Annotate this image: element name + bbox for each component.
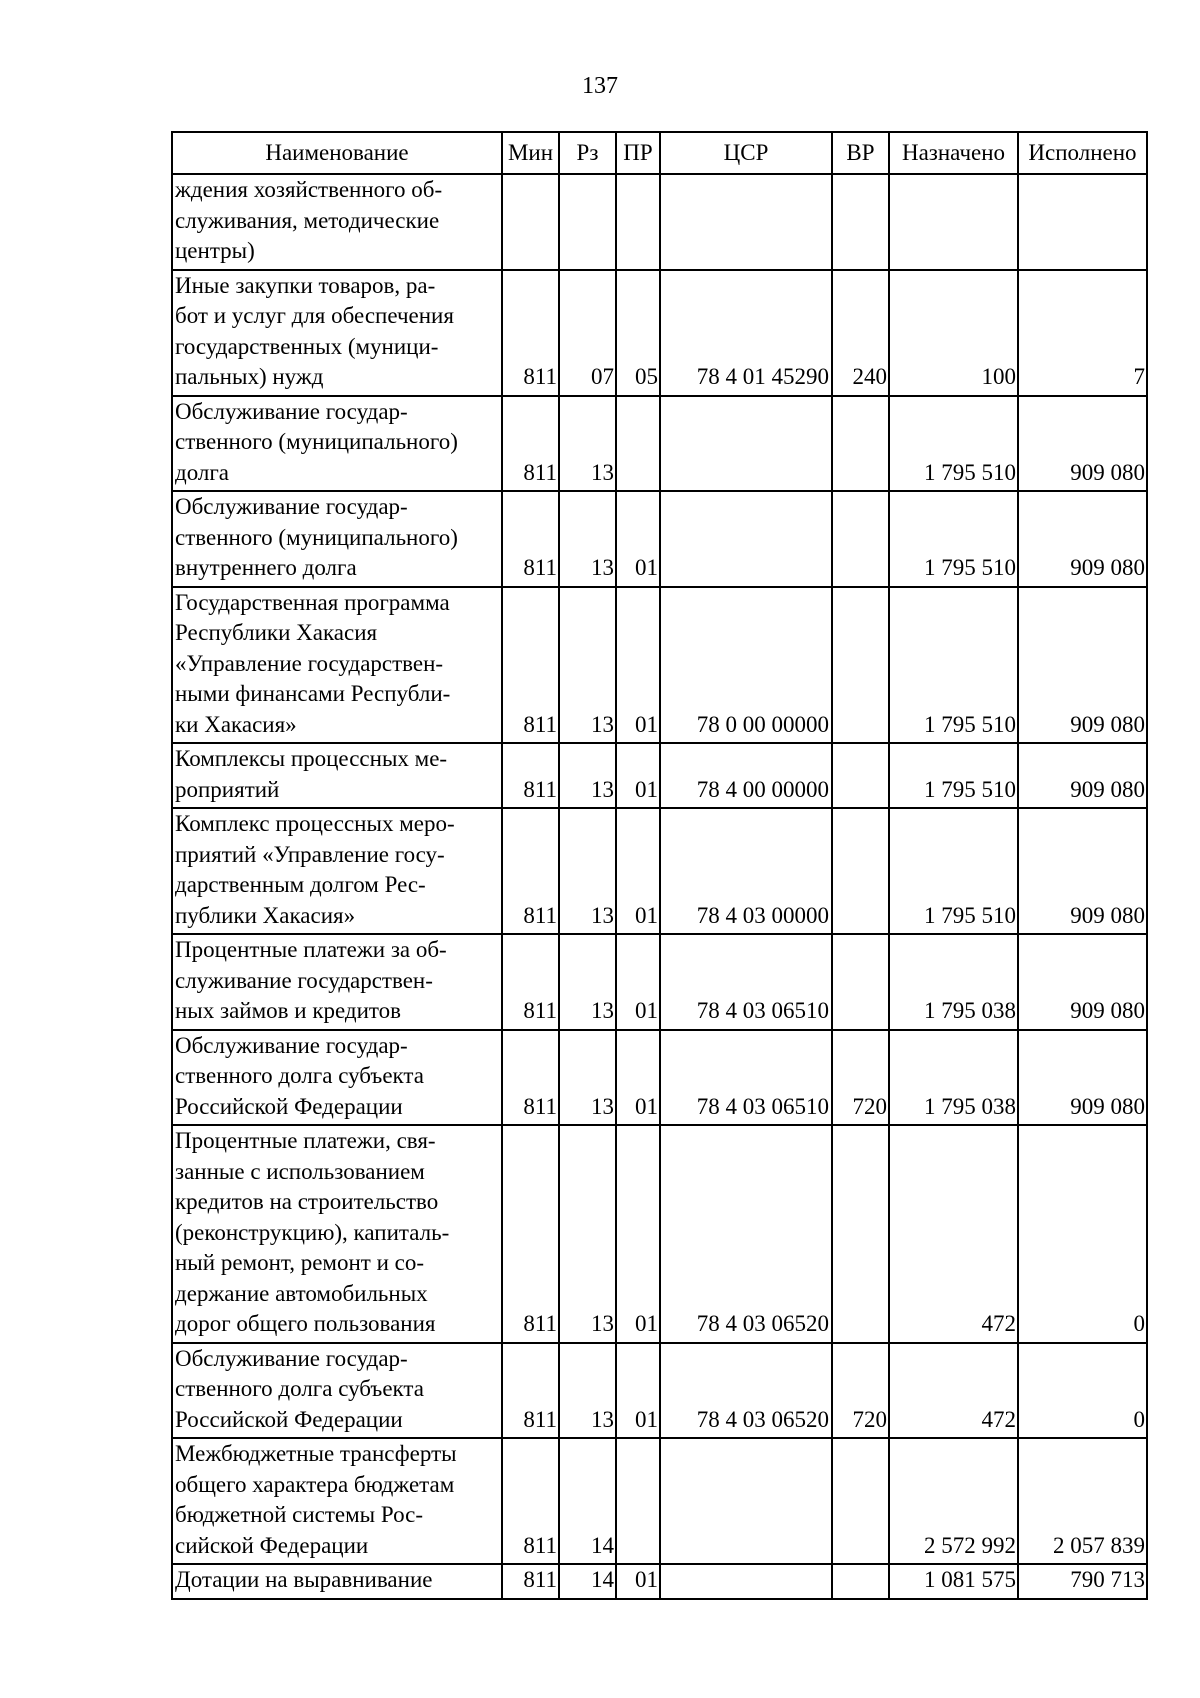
cell-name [172, 1438, 502, 1564]
cell-rz [559, 174, 616, 270]
cell-vr [832, 396, 889, 492]
cell-name-line: Иные закупки товаров, ра- [175, 272, 436, 298]
cell-rz: 13 [559, 491, 616, 587]
cell-executed: 909 080 [1018, 934, 1147, 1030]
cell-assigned: 2 572 992 [889, 1438, 1018, 1564]
cell-vr [832, 1125, 889, 1343]
cell-assigned: 1 795 510 [889, 491, 1018, 587]
cell-name-line: общего характера бюджетам [175, 1471, 455, 1497]
cell-assigned: 1 795 510 [889, 396, 1018, 492]
cell-csr [660, 1564, 832, 1599]
cell-executed: 909 080 [1018, 743, 1147, 808]
cell-pr [616, 396, 660, 492]
header-name: Наименование [172, 132, 502, 174]
cell-executed [1018, 174, 1147, 270]
cell-rz: 13 [559, 396, 616, 492]
table-row [172, 1125, 1147, 1343]
cell-vr [832, 491, 889, 587]
table-row [172, 808, 1147, 934]
cell-name-line: пальных) нужд [175, 364, 324, 389]
cell-executed: 909 080 [1018, 1030, 1147, 1126]
cell-executed: 7 [1018, 270, 1147, 396]
cell-vr [832, 743, 889, 808]
cell-name [172, 396, 502, 492]
cell-name-line: бюджетной системы Рос- [175, 1502, 424, 1527]
cell-executed: 909 080 [1018, 808, 1147, 934]
cell-pr [616, 1438, 660, 1564]
cell-executed: 909 080 [1018, 587, 1147, 744]
cell-min: 811 [502, 1343, 559, 1439]
cell-vr [832, 1564, 889, 1599]
cell-vr: 240 [832, 270, 889, 396]
cell-pr: 01 [616, 1564, 660, 1599]
cell-assigned: 1 081 575 [889, 1564, 1018, 1599]
cell-assigned: 100 [889, 270, 1018, 396]
cell-name-line: Процентные платежи, свя- [175, 1128, 436, 1153]
cell-executed: 0 [1018, 1125, 1147, 1343]
cell-name-line: долга [175, 459, 230, 485]
header-executed: Исполнено [1018, 132, 1147, 174]
cell-name-line: Обслуживание государ- [175, 1345, 408, 1371]
cell-name-line: (реконструкцию), капиталь- [175, 1219, 450, 1245]
cell-assigned: 472 [889, 1343, 1018, 1439]
cell-name-line: роприятий [175, 776, 280, 802]
cell-name-line: ственного (муниципального) [175, 429, 458, 454]
cell-vr [832, 587, 889, 744]
cell-name-line: сийской Федерации [175, 1532, 369, 1558]
cell-min [502, 174, 559, 270]
cell-rz: 13 [559, 1125, 616, 1343]
cell-min: 811 [502, 1125, 559, 1343]
cell-rz: 13 [559, 1030, 616, 1126]
cell-pr: 01 [616, 1030, 660, 1126]
cell-name-line: служивание государствен- [175, 967, 433, 993]
cell-assigned: 1 795 038 [889, 1030, 1018, 1126]
cell-name [172, 587, 502, 744]
cell-csr: 78 4 03 06520 [660, 1343, 832, 1439]
header-row [172, 132, 1147, 174]
cell-name [172, 1030, 502, 1126]
cell-csr: 78 4 01 45290 [660, 270, 832, 396]
cell-vr: 720 [832, 1030, 889, 1126]
cell-name-line: ный ремонт, ремонт и со- [175, 1250, 425, 1275]
cell-pr: 01 [616, 1125, 660, 1343]
cell-executed: 790 713 [1018, 1564, 1147, 1599]
cell-name-line: Обслуживание государ- [175, 398, 408, 424]
table-row [172, 743, 1147, 808]
table-header [172, 132, 1147, 174]
cell-name-line: ждения хозяйственного об- [175, 177, 443, 202]
cell-min: 811 [502, 270, 559, 396]
cell-min: 811 [502, 1030, 559, 1126]
cell-rz: 13 [559, 743, 616, 808]
cell-name-line: Комплексы процессных ме- [175, 746, 448, 771]
cell-rz: 07 [559, 270, 616, 396]
cell-csr: 78 4 00 00000 [660, 743, 832, 808]
cell-name [172, 934, 502, 1030]
cell-name-line: занные с использованием [175, 1158, 425, 1184]
cell-vr [832, 174, 889, 270]
cell-min: 811 [502, 934, 559, 1030]
cell-csr: 78 4 03 06510 [660, 1030, 832, 1126]
cell-name-line: Российской Федерации [175, 1093, 403, 1119]
cell-name-line: государственных (муници- [175, 333, 439, 359]
cell-assigned: 472 [889, 1125, 1018, 1343]
cell-name-line: ными финансами Республи- [175, 681, 451, 706]
cell-csr [660, 491, 832, 587]
cell-name-line: дорог общего пользования [175, 1311, 436, 1336]
table-row [172, 1343, 1147, 1439]
cell-rz: 13 [559, 1343, 616, 1439]
cell-name-line: ственного долга субъекта [175, 1376, 424, 1401]
cell-name-line: Республики Хакасия [175, 620, 378, 645]
cell-name [172, 743, 502, 808]
cell-name [172, 174, 502, 270]
cell-min: 811 [502, 743, 559, 808]
cell-csr: 78 4 03 06510 [660, 934, 832, 1030]
cell-pr: 01 [616, 743, 660, 808]
cell-name-line: центры) [175, 238, 255, 263]
cell-min: 811 [502, 491, 559, 587]
cell-rz: 13 [559, 587, 616, 744]
header-min: Мин [502, 132, 559, 174]
cell-name-line: Обслуживание государ- [175, 494, 408, 519]
page-number: 137 [582, 73, 618, 99]
cell-assigned: 1 795 510 [889, 808, 1018, 934]
cell-name-line: кредитов на строительство [175, 1189, 439, 1214]
cell-min: 811 [502, 1438, 559, 1564]
cell-name-line: служивания, методические [175, 207, 440, 233]
cell-name-line: ственного (муниципального) [175, 524, 458, 550]
cell-name-line: Дотации на выравнивание [175, 1567, 433, 1592]
cell-executed: 909 080 [1018, 396, 1147, 492]
cell-rz: 13 [559, 934, 616, 1030]
cell-vr [832, 1438, 889, 1564]
cell-executed: 0 [1018, 1343, 1147, 1439]
cell-name-line: бот и услуг для обеспечения [175, 303, 454, 328]
cell-name [172, 808, 502, 934]
header-assigned: Назначено [889, 132, 1018, 174]
table-row [172, 1564, 1147, 1599]
cell-csr: 78 4 03 06520 [660, 1125, 832, 1343]
table-row [172, 934, 1147, 1030]
cell-name-line: дарственным долгом Рес- [175, 872, 426, 897]
cell-assigned: 1 795 510 [889, 743, 1018, 808]
cell-executed: 909 080 [1018, 491, 1147, 587]
cell-name-line: внутреннего долга [175, 555, 357, 580]
cell-rz: 14 [559, 1438, 616, 1564]
table-row [172, 270, 1147, 396]
cell-csr [660, 1438, 832, 1564]
budget-table [171, 131, 1148, 1600]
cell-name [172, 1125, 502, 1343]
cell-min: 811 [502, 396, 559, 492]
cell-name-line: Обслуживание государ- [175, 1032, 408, 1058]
cell-assigned: 1 795 038 [889, 934, 1018, 1030]
cell-name-line: Процентные платежи за об- [175, 937, 447, 962]
cell-vr: 720 [832, 1343, 889, 1439]
cell-name-line: Государственная программа [175, 589, 450, 615]
cell-assigned [889, 174, 1018, 270]
table-row [172, 587, 1147, 744]
cell-pr: 01 [616, 808, 660, 934]
cell-min: 811 [502, 587, 559, 744]
cell-vr [832, 934, 889, 1030]
cell-name-line: «Управление государствен- [175, 650, 444, 676]
cell-executed: 2 057 839 [1018, 1438, 1147, 1564]
cell-pr: 01 [616, 1343, 660, 1439]
table-row [172, 396, 1147, 492]
cell-min: 811 [502, 808, 559, 934]
header-pr: ПР [616, 132, 660, 174]
cell-pr: 05 [616, 270, 660, 396]
cell-pr: 01 [616, 491, 660, 587]
cell-csr: 78 4 03 00000 [660, 808, 832, 934]
cell-pr [616, 174, 660, 270]
cell-name-line: ки Хакасия» [175, 711, 297, 737]
table-row [172, 491, 1147, 587]
cell-rz: 14 [559, 1564, 616, 1599]
cell-name-line: держание автомобильных [175, 1280, 428, 1306]
cell-name-line: Межбюджетные трансферты [175, 1441, 457, 1466]
cell-pr: 01 [616, 587, 660, 744]
cell-name [172, 1564, 502, 1599]
cell-name-line: Комплекс процессных меро- [175, 811, 455, 836]
table-row [172, 174, 1147, 270]
cell-name-line: публики Хакасия» [175, 902, 356, 928]
cell-name [172, 1343, 502, 1439]
table-row [172, 1438, 1147, 1564]
header-rz: Рз [559, 132, 616, 174]
cell-csr [660, 396, 832, 492]
header-csr: ЦСР [660, 132, 832, 174]
cell-name-line: ственного долга субъекта [175, 1063, 424, 1088]
cell-assigned: 1 795 510 [889, 587, 1018, 744]
cell-csr: 78 0 00 00000 [660, 587, 832, 744]
table-body [172, 174, 1147, 1599]
cell-vr [832, 808, 889, 934]
cell-pr: 01 [616, 934, 660, 1030]
cell-name [172, 491, 502, 587]
cell-name [172, 270, 502, 396]
cell-name-line: ных займов и кредитов [175, 998, 402, 1023]
cell-rz: 13 [559, 808, 616, 934]
header-vr: ВР [832, 132, 889, 174]
cell-name-line: Российской Федерации [175, 1406, 403, 1432]
cell-name-line: приятий «Управление госу- [175, 841, 445, 867]
cell-min: 811 [502, 1564, 559, 1599]
cell-csr [660, 174, 832, 270]
table-row [172, 1030, 1147, 1126]
